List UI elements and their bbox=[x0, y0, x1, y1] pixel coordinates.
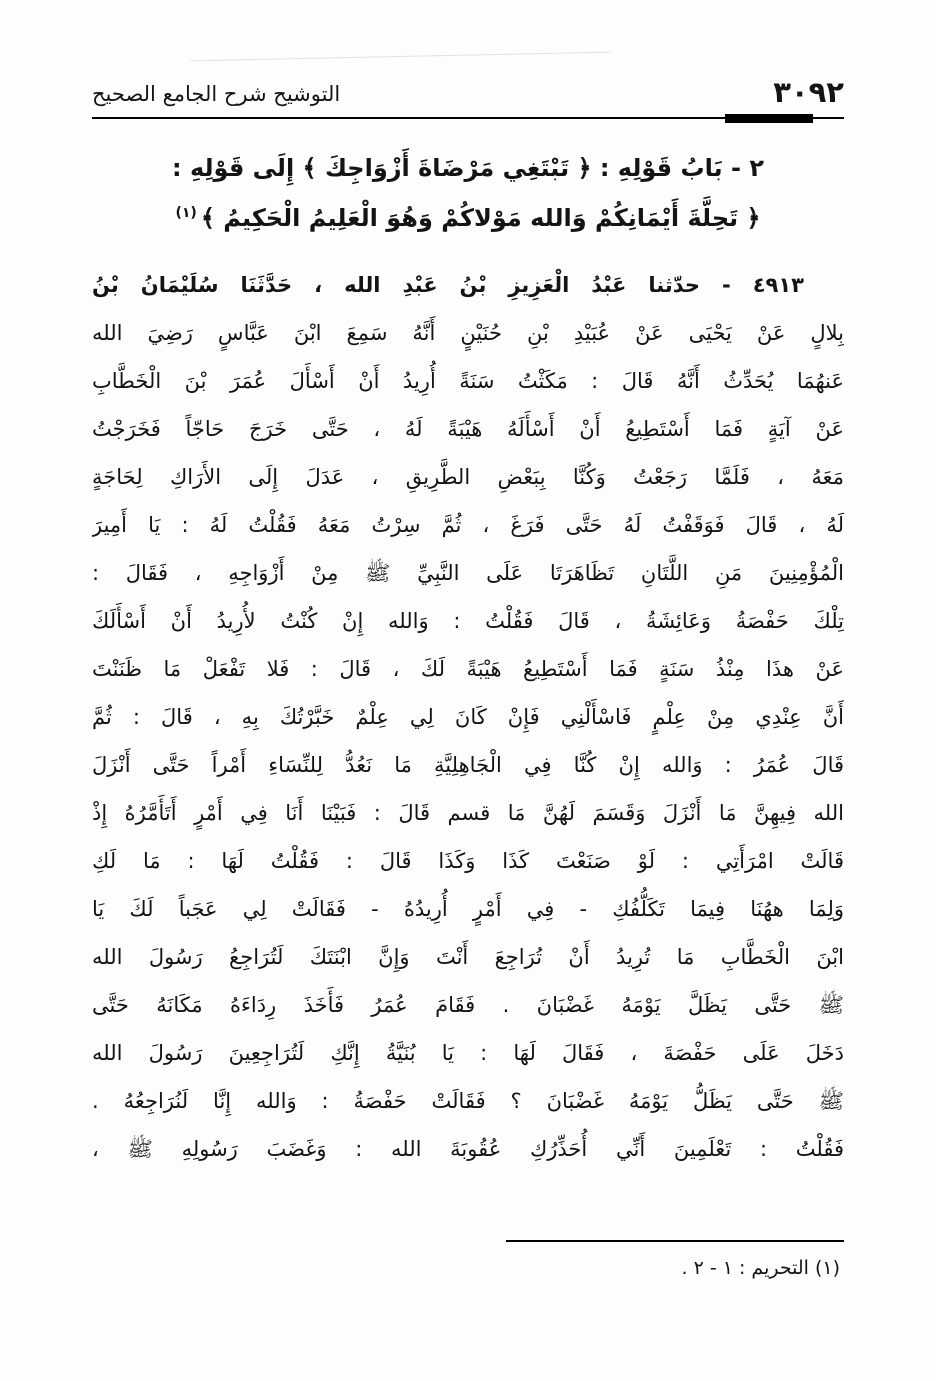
book-title: التوشيح شرح الجامع الصحيح bbox=[92, 82, 341, 106]
hadith-line: بِلالٍ عَنْ يَحْيَى عَنْ عُبَيْدِ بْنِ حُنَيْنٍ أَنَّهُ سَمِعَ ابْنَ عَبَّاسٍ رَضِيَ الله bbox=[92, 321, 844, 345]
hadith-line: وَلِمَا ههُنَا فِيمَا تَكَلُّفُكِ - فِي أَمْرٍ أُرِيدُهُ - فَقَالَتْ لِي عَجَباً لَكَ يَا bbox=[92, 897, 844, 921]
page-number-underline bbox=[725, 114, 813, 123]
hadith-line: عَنْ آيَةٍ فَمَا أَسْتَطِيعُ أَنْ أَسْأَلَهُ هَيْبَةً لَهُ ، حَتَّى خَرَجَ حَاجّاً فَخَرَجْتُ bbox=[92, 417, 844, 441]
footnote-text: (١) التحريم : ١ - ٢ . bbox=[681, 1257, 840, 1279]
hadith-line: ٤٩١٣ - حدّثنا عَبْدُ الْعَزِيزِ بْنُ عَبْدِ الله ، حَدَّثَنَا سُلَيْمَانُ بْنُ bbox=[92, 273, 804, 297]
hadith-line: أَنَّ عِنْدِي مِنْ عِلْمٍ فَاسْأَلْنِي فَإِنْ كَانَ لِي عِلْمٌ خَبَّرْتُكَ بِهِ ، قَالَ : ثُمَّ bbox=[92, 705, 844, 729]
hadith-line: دَخَلَ عَلَى حَفْصَةَ ، فَقَالَ لَهَا : يَا بُنَيَّةُ إِنَّكِ لَتُرَاجِعِينَ رَسُولَ الله bbox=[92, 1041, 844, 1065]
header-row bbox=[92, 75, 844, 109]
hadith-line: مَعَهُ ، فَلَمَّا رَجَعْتُ وَكُنَّا بِبَعْضِ الطَّرِيقِ ، عَدَلَ إِلَى الأَرَاكِ لِحَاجَةٍ bbox=[92, 465, 844, 489]
hadith-line: عَنهُمَا يُحَدِّثُ أَنَّهُ قَالَ : مَكَثْتُ سَنَةً أُرِيدُ أَنْ أَسْأَلَ عُمَرَ بْنَ الْخَطَّابِ bbox=[92, 369, 844, 393]
footnote-divider bbox=[506, 1240, 844, 1242]
hadith-line: فَقُلْتُ : تَعْلَمِينَ أَنِّي أُحَذِّرُكِ عُقُوبَةَ الله : وَغَضَبَ رَسُولِهِ ﷺ ، bbox=[92, 1137, 844, 1161]
hadith-line: قَالَ عُمَرُ : وَالله إِنْ كُنَّا فِي الْجَاهِلِيَّةِ مَا نَعُدُّ لِلنِّسَاءِ أَمْراً حَتَّى أَنْزَلَ bbox=[92, 753, 844, 777]
chapter-heading-line1: ٢ - بَابُ قَوْلِهِ : ﴿ تَبْتَغِي مَرْضَاةَ أَزْوَاجِكَ ﴾ إِلَى قَوْلِهِ : bbox=[172, 154, 764, 182]
hadith-line: الله فِيهِنَّ مَا أَنْزَلَ وَقَسَمَ لَهُنَّ مَا قسم قَالَ : فَبَيْنَا أَنَا فِي أَمْرٍ أَتَأَمَّرُهُ إِذْ bbox=[92, 801, 844, 825]
hadith-line: ابْنَ الْخَطَّابِ مَا تُرِيدُ أَنْ تُرَاجِعَ أَنْتَ وَإِنَّ ابْنَتَكَ لَتُرَاجِعُ رَسُولَ الله bbox=[92, 945, 844, 969]
chapter-heading bbox=[0, 153, 936, 233]
hadith-line: تِلْكَ حَفْصَةُ وَعَائِشَةُ ، قَالَ فَقُلْتُ : وَالله إِنْ كُنْتُ لأُرِيدُ أَنْ أَسْأَلَكَ bbox=[92, 609, 844, 633]
hadith-line: قَالَتْ امْرَأَتِي : لَوْ صَنَعْتَ كَذَا وَكَذَا قَالَ : فَقُلْتُ لَهَا : مَا لَكِ bbox=[92, 849, 844, 873]
page-header bbox=[0, 0, 936, 119]
page-number: ٣٠٩٢ bbox=[773, 75, 844, 109]
footnote-reference-marker: (١) bbox=[175, 205, 197, 221]
hadith-line: ﷺ حَتَّى يَظَلَّ يَوْمَهُ غَضْبَانَ . فَقَامَ عُمَرُ فَأَخَذَ رِدَاءَهُ مَكَانَهُ حَتَّى bbox=[92, 993, 844, 1017]
hadith-line: ﷺ حَتَّى يَظَلُّ يَوْمَهُ غَضْبَانَ ؟ فَقَالَتْ حَفْصَةُ : وَالله إِنَّا لَنُرَاجِعُهُ . bbox=[92, 1089, 844, 1113]
hadith-line: الْمُؤْمِنِينَ مَنِ اللَّتَانِ تَظَاهَرَتَا عَلَى النَّبِيِّ ﷺ مِنْ أَزْوَاجِهِ ، فَقَالَ : bbox=[92, 561, 844, 585]
hadith-line: لَهُ ، قَالَ فَوَقَفْتُ لَهُ حَتَّى فَرَغَ ، ثُمَّ سِرْتُ مَعَهُ فَقُلْتُ لَهُ : يَا أَمِيرَ bbox=[92, 513, 844, 537]
chapter-quran-quote: ﴿ تَحِلَّةَ أَيْمَانِكُمْ وَالله مَوْلاكُمْ وَهُوَ الْعَلِيمُ الْحَكِيمُ ﴾ bbox=[200, 204, 761, 232]
header-rule bbox=[92, 117, 844, 119]
hadith-text-block bbox=[0, 261, 936, 1173]
hadith-line: عَنْ هذَا مِنْذُ سَنَةٍ فَمَا أَسْتَطِيعُ هَيْبَةً لَكَ ، قَالَ : فَلا تَفْعَلْ مَا ظَنَنْتَ bbox=[92, 657, 844, 681]
page-footer bbox=[92, 1240, 844, 1281]
chapter-heading-line2 bbox=[92, 203, 844, 233]
